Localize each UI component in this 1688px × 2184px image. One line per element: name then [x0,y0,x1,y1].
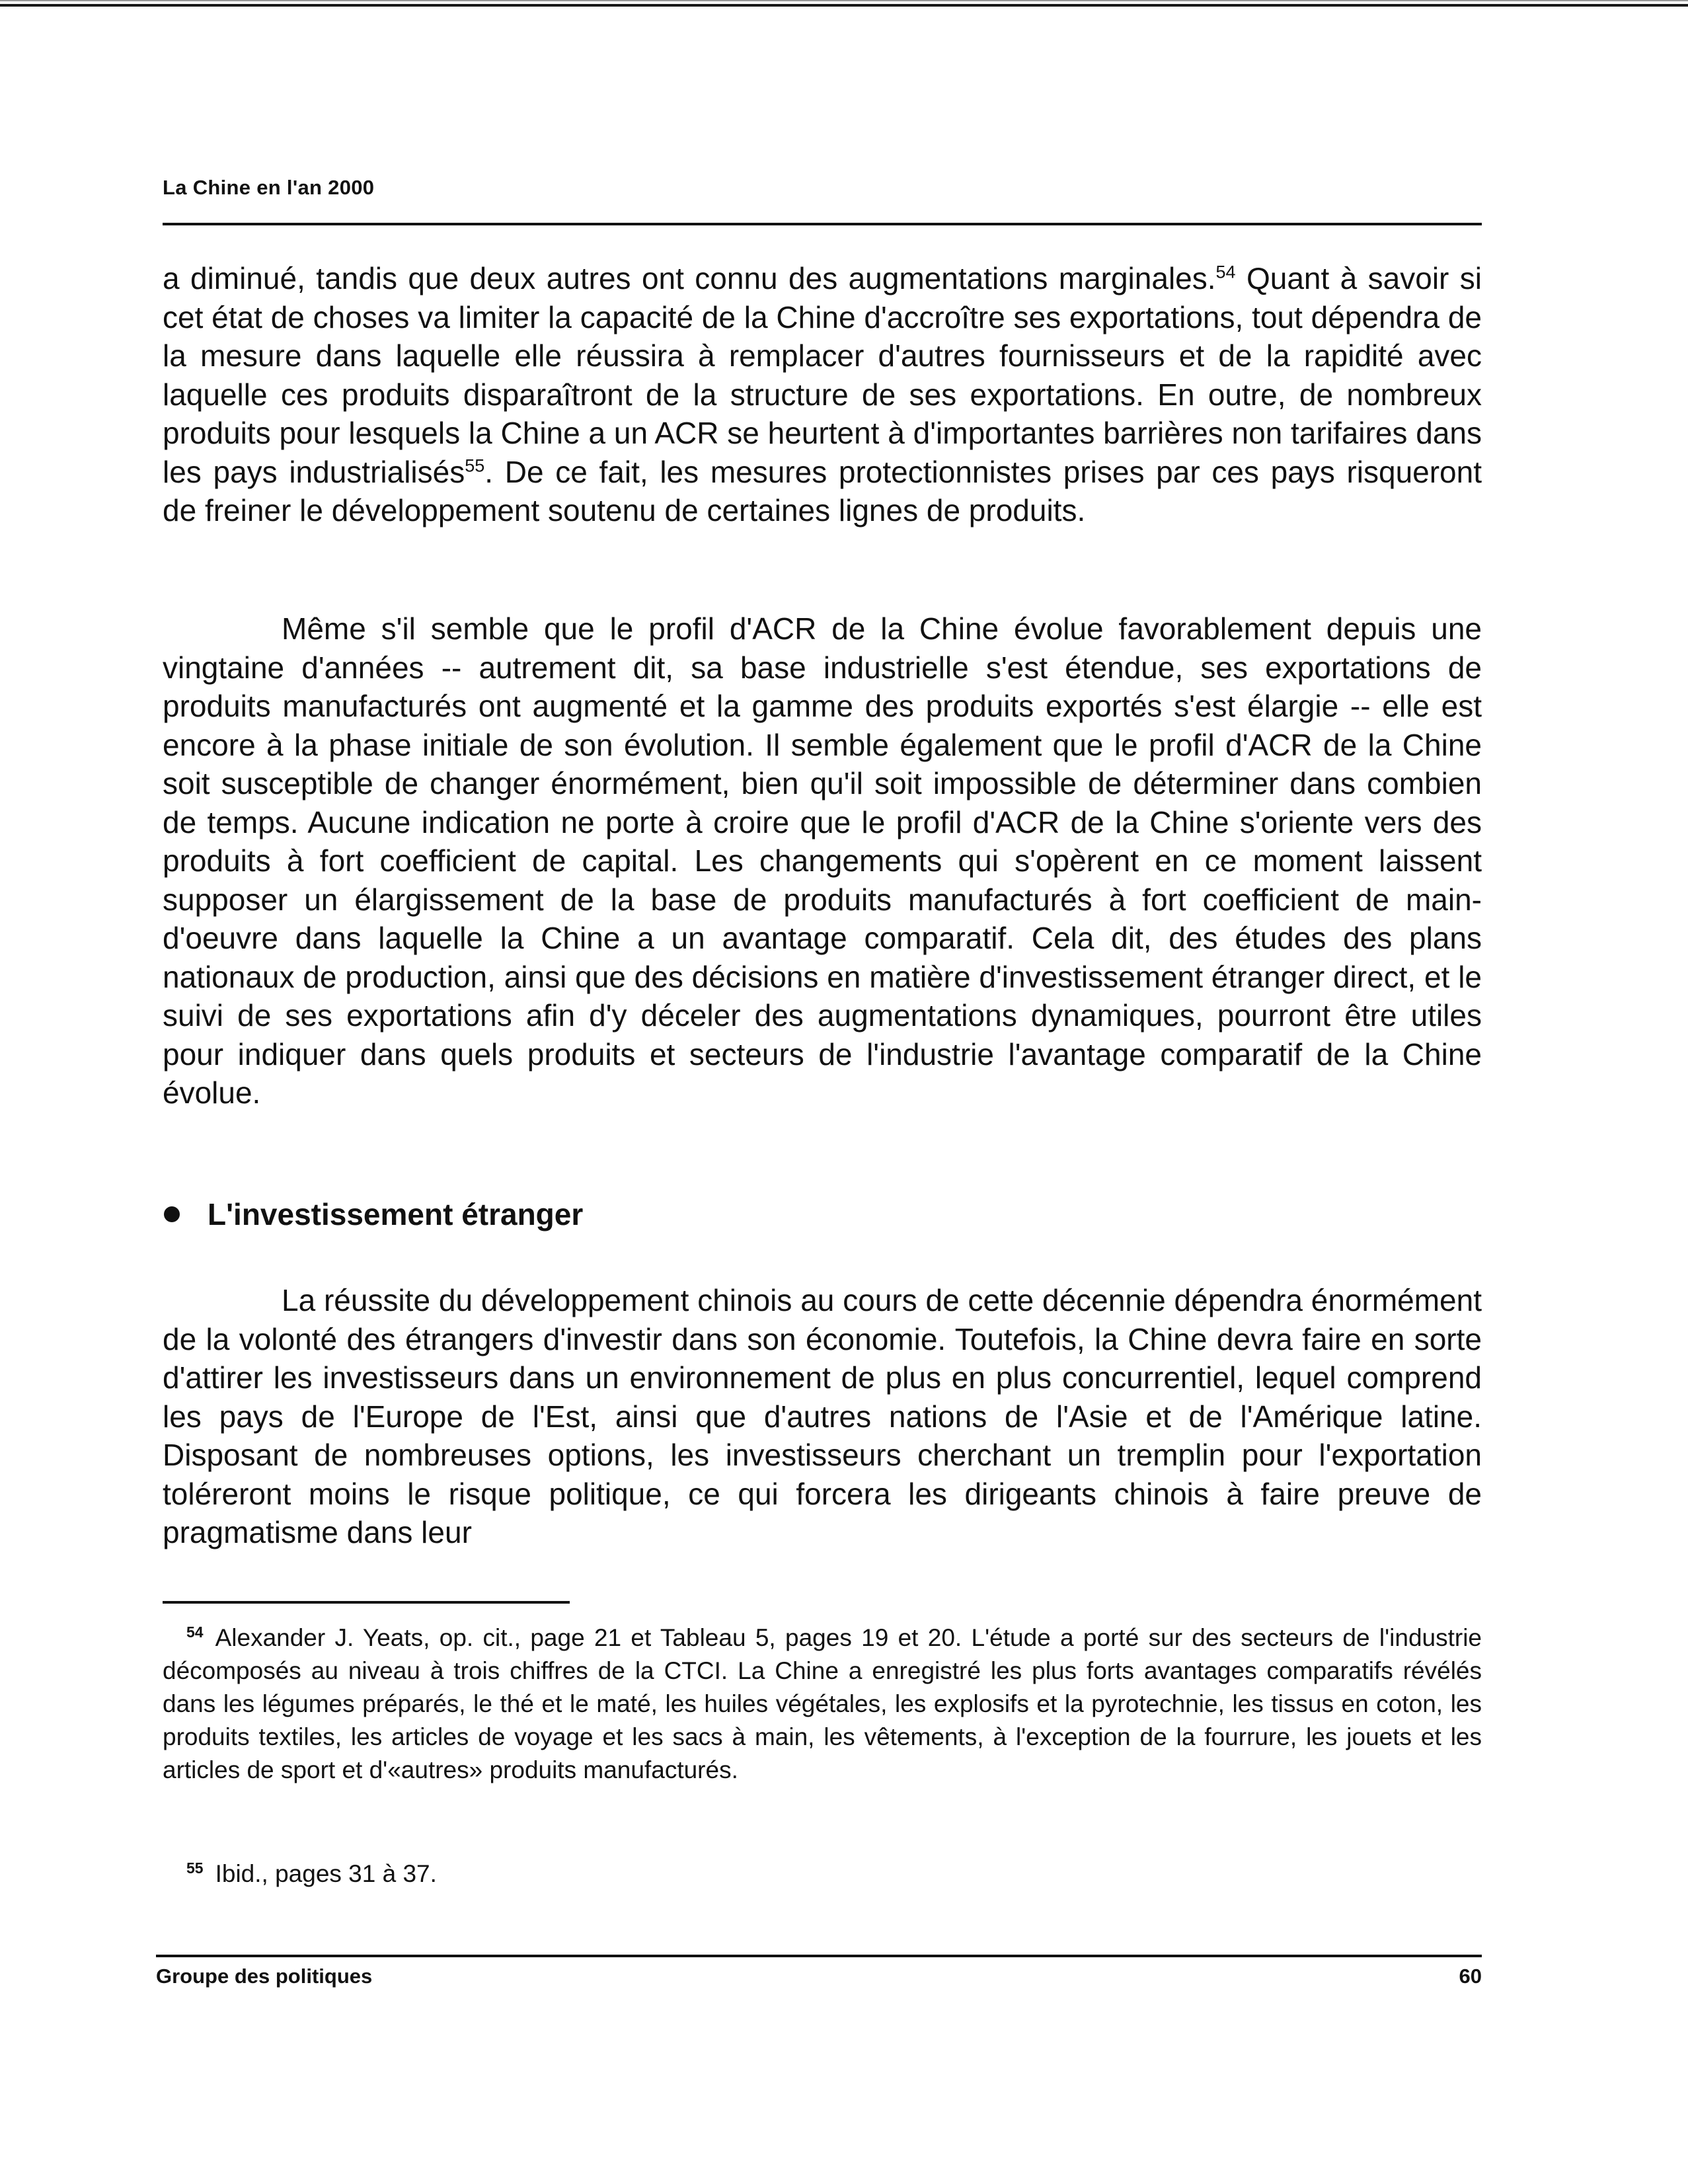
scan-top-border [0,4,1688,7]
section-heading [163,1196,583,1232]
header-rule [163,223,1482,225]
footer-rule [156,1955,1482,1957]
footnote-number: 55 [186,1859,204,1877]
footnote-number: 54 [186,1623,204,1641]
paragraph-3: La réussite du développement chinois au cours de cette décennie dépendra énormément de la volonté des étrangers d'investir dans son économie. Toutefois, la Chine devra faire en sorte d'attirer les investisseurs dans un environnement de plus en plus concurrentiel, lequel comprend les pays de l'Europe de l'Est, ainsi que d'autres nations de l'Asie et de l'Amérique latine. Disposant de nombreuses options, les investisseurs cherchant un tremplin pour l'exportation toléreront moins le risque politique, ce qui forcera les dirigeants chinois à faire preuve de pragmatisme dans leur [163,1283,1482,1549]
page-number: 60 [1459,1965,1482,1988]
footnote-ref-54: 54 [1215,262,1236,282]
paragraph-1 [163,259,1482,530]
running-header: La Chine en l'an 2000 [163,176,375,199]
section-heading-text: L'investissement étranger [208,1197,584,1231]
scan-edge-line [0,0,1688,1]
footnote-text: Ibid., pages 31 à 37. [215,1860,437,1887]
bullet-icon [164,1206,180,1222]
paragraph-1-part-b: Quant à savoir si cet état de choses va limiter la capacité de la Chine d'accroître ses exportations, tout dépendra de la mesure dans laquelle elle réussira à remplacer d'autres fournisseurs et de la rapidité avec laquelle ces produits disparaîtront de la structure de ses exportations. En outre, de nombreux produits pour lesquels la Chine a un ACR se heurtent à d'importantes barrières non tarifaires dans les pays industrialisés [163,261,1482,489]
paragraph-1-part-a: a diminué, tandis que deux autres ont connu des augmentations marginales. [163,261,1216,295]
footnote-text: Alexander J. Yeats, op. cit., page 21 et Tableau 5, pages 19 et 20. L'étude a porté sur des secteurs de l'industrie décomposés au niveau à trois chiffres de la CTCI. La Chine a enregistré les plus forts avantages comparatifs révélés dans les légumes préparés, le thé et le maté, les huiles végétales, les explosifs et la pyrotechnie, les tissus en coton, les produits textiles, les articles de voyage et les sacs à main, les vêtements, à l'exception de la fourrure, les jouets et les articles de sport et d'«autres» produits manufacturés. [163,1624,1482,1783]
footnote-separator [163,1601,570,1604]
paragraph-2: Même s'il semble que le profil d'ACR de la Chine évolue favorablement depuis une vingtaine d'années -- autrement dit, sa base industrielle s'est étendue, ses exportations de produits manufacturés ont augmenté et la gamme des produits exportés s'est élargie -- elle est encore à la phase initiale de son évolution. Il semble également que le profil d'ACR de la Chine soit susceptible de changer énormément, bien qu'il soit impossible de déterminer dans combien de temps. Aucune indication ne porte à croire que le profil d'ACR de la Chine s'oriente vers des produits à fort coefficient de capital. Les changements qui s'opèrent en ce moment laissent supposer un élargissement de la base de produits manufacturés à fort coefficient de main-d'oeuvre dans laquelle la Chine a un avantage comparatif. Cela dit, des études des plans nationaux de production, ainsi que des décisions en matière d'investissement étranger direct, et le suivi de ses exportations afin d'y déceler des augmentations dynamiques, pourront être utiles pour indiquer dans quels produits et secteurs de l'industrie l'avantage comparatif de la Chine évolue. [163,611,1482,1110]
footnote-55 [163,1857,1482,1891]
footer-publisher: Groupe des politiques [156,1965,373,1988]
footnote-54 [163,1621,1482,1787]
paragraph-1-part-c: . De ce fait, les mesures protectionnistes prises par ces pays risqueront de freiner le développement soutenu de certaines lignes de produits. [163,454,1482,527]
footnote-ref-55: 55 [465,455,485,476]
